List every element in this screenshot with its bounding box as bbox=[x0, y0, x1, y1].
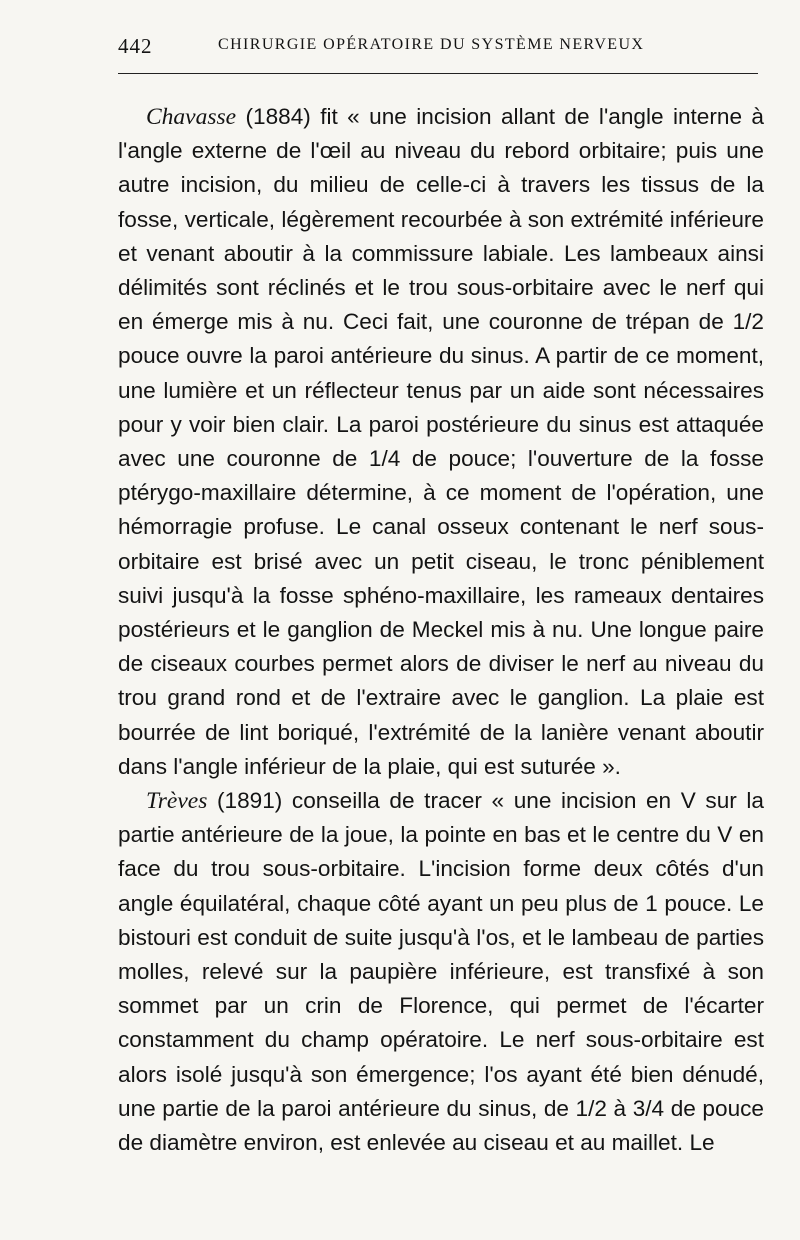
running-title: CHIRURGIE OPÉRATOIRE DU SYSTÈME NERVEUX bbox=[218, 36, 645, 53]
paragraph-treves bbox=[118, 784, 764, 1160]
header-rule bbox=[118, 73, 758, 74]
author-name: Chavasse bbox=[146, 104, 237, 130]
body-text bbox=[118, 100, 764, 1160]
paragraph-text: (1891) conseilla de tracer « une incision en V sur la partie antérieure de la joue, la pointe en bas et le centre du V en face du trou sous-orbitaire. L'incision forme deux côtés d'un angle équilatéral, chaque côté ayant un peu plus de 1 pouce. Le bistouri est conduit de suite jusqu'à l'os, et le lambeau de parties molles, relevé sur la paupière inférieure, est transfixé à son sommet par un crin de Florence, qui permet de l'écarter constamment du champ opératoire. Le nerf sous-orbitaire est alors isolé jusqu'à son émergence; l'os ayant été bien dénudé, une partie de la paroi antérieure du sinus, de 1/2 à 3/4 de pouce de diamètre environ, est enlevée au ciseau et au maillet. Le bbox=[118, 788, 765, 1156]
paragraph-text: (1884) fit « une incision allant de l'angle interne à l'angle externe de l'œil au niveau du rebord orbitaire; puis une autre incision, du milieu de celle-ci à travers les tissus de la fosse, verticale, légèrement recourbée à son extrémité inférieure et venant aboutir à la commissure labiale. Les lambeaux ainsi délimités sont réclinés et le trou sous-orbitaire avec le nerf qui en émerge mis à nu. Ceci fait, une couronne de trépan de 1/2 pouce ouvre la paroi antérieure du sinus. A partir de ce moment, une lumière et un réflecteur tenus par un aide sont nécessaires pour y voir bien clair. La paroi postérieure du sinus est attaquée avec une couronne de 1/4 de pouce; l'ouverture de la fosse ptérygo-maxillaire détermine, à ce moment de l'opération, une hémorragie profuse. Le canal osseux contenant le nerf sous-orbitaire est brisé avec un petit ciseau, le tronc péniblement suivi jusqu'à la fosse sphéno-maxillaire, les rameaux dentaires postérieurs et le ganglion de Meckel mis à nu. Une longue paire de ciseaux courbes permet alors de diviser le nerf au niveau du trou grand rond et de l'extraire avec le ganglion. La plaie est bourrée de lint boriqué, l'extrémité de la lanière venant aboutir dans l'angle inférieur de la plaie, qui est suturée ». bbox=[118, 104, 764, 779]
page-number: 442 bbox=[118, 34, 153, 58]
running-head bbox=[118, 34, 758, 62]
paragraph-chavasse bbox=[118, 100, 764, 784]
author-name: Trèves bbox=[146, 788, 208, 815]
